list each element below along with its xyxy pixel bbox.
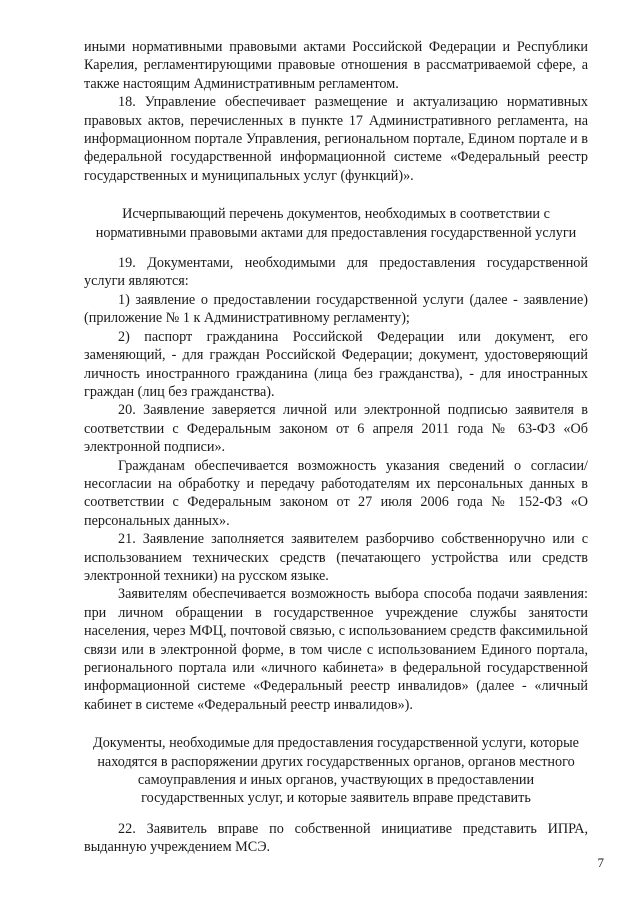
paragraph-19: 19. Документами, необходимыми для предоставления государственной услуги являются: — [84, 255, 588, 290]
paragraph-21: 21. Заявление заполняется заявителем разборчиво собственноручно или с использованием технических средств (печатающего устройства или средств электронной техники) на русском языке. — [84, 531, 588, 584]
paragraph-20-consent: Гражданам обеспечивается возможность указания сведений о согласии/несогласии на обработку и передачу работодателям их персональных данных в соответствии с Федеральным законом от 27 июля 2006 года № 152-ФЗ «О персональных данных». — [84, 457, 588, 529]
paragraph-22: 22. Заявитель вправе по собственной инициативе представить ИПРА, выданную учреждением МСЭ. — [84, 820, 588, 856]
paragraph-20: 20. Заявление заверяется личной или электронной подписью заявителя в соответствии с Федеральным законом от 6 апреля 2011 года № 63-ФЗ «Об электронной подписи». — [84, 402, 588, 456]
paragraph-continuation: иными нормативными правовыми актами Российской Федерации и Республики Карелия, регламентирующими правовые отношения в рассматриваемой сфере, а также настоящим Административным регламентом. — [84, 39, 588, 92]
page-number: 7 — [597, 855, 604, 870]
paragraph-19-item-1: 1) заявление о предоставлении государственной услуги (далее - заявление) (приложение № 1 к Административному регламенту); — [84, 291, 588, 327]
paragraph-19-item-2: 2) паспорт гражданина Российской Федерации или документ, его заменяющий, - для граждан Российской Федерации; документ, удостоверяющий личность иностранного гражданина (лица без гражданства), - для иностранных граждан (лиц без гражданства). — [84, 328, 588, 400]
paragraph-18: 18. Управление обеспечивает размещение и актуализацию нормативных правовых актов, перечисленных в пункте 17 Административного регламента, на информационном портале Управления, региональном портале, Едином портале и в федеральной государственной информационной системе «Федеральный реестр государственных и муниципальных услуг (функций)». — [84, 94, 588, 184]
section-heading-other-agencies: Документы, необходимые для предоставления государственной услуги, которые находятся в распоряжении других государственных органов, органов местного самоуправления и иных органов, участвующих в предоставлении государственных услуг, и которые заявитель вправе представить — [93, 735, 579, 807]
paragraph-21-submission: Заявителям обеспечивается возможность выбора способа подачи заявления: при личном обращении в государственное учреждение службы занятости населения, через МФЦ, почтовой связью, с использованием средств факсимильной связи или в электронной форме, в том числе с использованием Единого портала, регионального портала или «личного кабинета» в федеральной государственной информационной системе «Федеральный реестр инвалидов» (далее - «личный кабинет в системе «Федеральный реестр инвалидов»). — [84, 586, 588, 713]
section-heading-documents-list: Исчерпывающий перечень документов, необходимых в соответствии с нормативными правовыми актами для предоставления государственной услуги — [95, 206, 577, 241]
